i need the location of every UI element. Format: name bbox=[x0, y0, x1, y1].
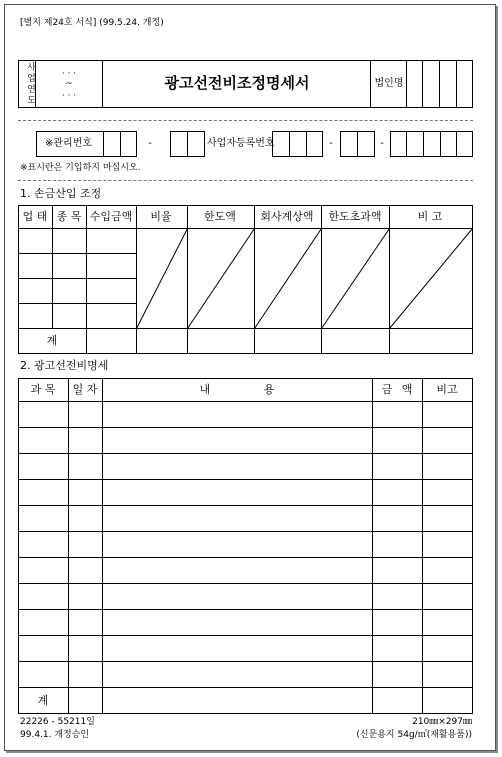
col-account: 과 목 bbox=[30, 383, 56, 396]
period-end-dots: · · · bbox=[61, 91, 77, 101]
approval-date: 99.4.1. 개정승인 bbox=[20, 730, 90, 740]
dash-1: - bbox=[148, 138, 152, 149]
col-revenue: 수입금액 bbox=[89, 210, 133, 223]
section1-total: 계 bbox=[46, 334, 58, 347]
paper-type: (신문용지 54g/㎡(재활용품)) bbox=[356, 730, 472, 740]
col-company-amount: 회사계상액 bbox=[260, 210, 314, 223]
col-excess: 한도초과액 bbox=[328, 210, 382, 223]
form-title: 광고선전비조정명세서 bbox=[164, 74, 310, 92]
col-limit: 한도액 bbox=[204, 210, 236, 223]
section1-title: 1. 손금산입 조정 bbox=[20, 187, 102, 200]
form-code: 22226 - 55211일 bbox=[20, 717, 95, 727]
form-reference: [별지 제24호 서식] (99.5.24. 개정) bbox=[20, 18, 164, 28]
col-amount: 금 액 bbox=[381, 383, 413, 396]
note-text: ※표시란은 기입하지 마십시오. bbox=[20, 163, 141, 173]
mgmt-number-label: ※관리번호 bbox=[45, 138, 93, 149]
section2-total: 계 bbox=[37, 694, 49, 707]
paper-size: 210㎜×297㎜ bbox=[412, 717, 472, 727]
period-start-dots: · · · bbox=[61, 69, 77, 79]
dash-2: - bbox=[329, 138, 333, 149]
col-description: 내 용 bbox=[199, 383, 275, 396]
col-ratio: 비율 bbox=[150, 210, 172, 223]
col-industry: 업 태 bbox=[22, 210, 48, 223]
corp-name-label: 법인명 bbox=[374, 78, 404, 89]
col-remarks-2: 비고 bbox=[436, 383, 458, 396]
col-date: 일 자 bbox=[72, 383, 98, 396]
fiscal-year-label: 사업연도 bbox=[25, 62, 35, 106]
dash-3: - bbox=[380, 138, 384, 149]
business-number-label: 사업자등록번호 bbox=[207, 138, 275, 149]
period-tilde: ~ bbox=[65, 79, 73, 89]
col-category: 종 목 bbox=[56, 210, 82, 223]
col-remarks: 비 고 bbox=[417, 210, 443, 223]
section2-title: 2. 광고선전비명세 bbox=[20, 359, 109, 372]
